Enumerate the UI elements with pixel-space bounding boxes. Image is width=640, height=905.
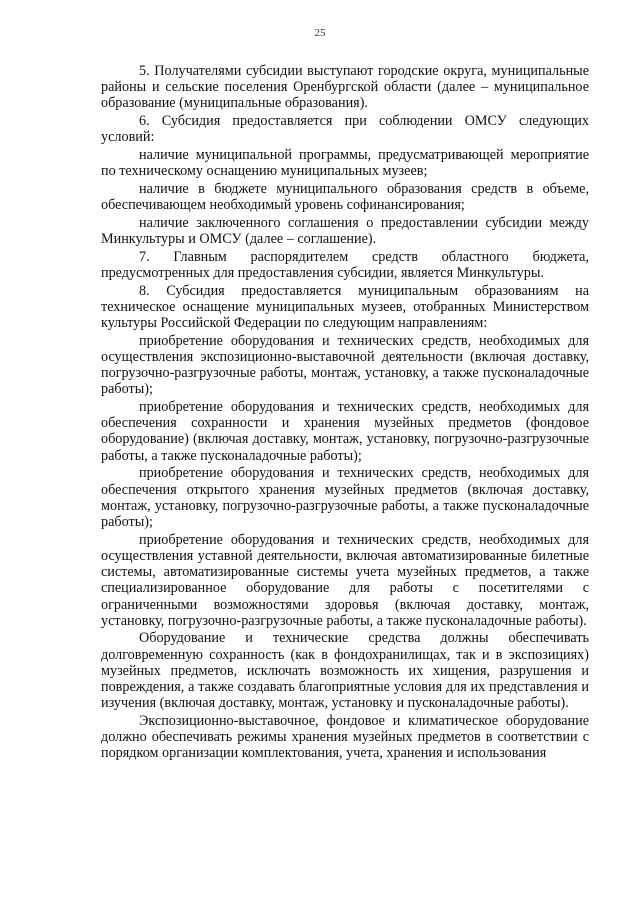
paragraph: наличие в бюджете муниципального образования средств в объеме, обеспечивающем необходимый уровень софинансирования; bbox=[101, 180, 589, 214]
paragraph: приобретение оборудования и технических средств, необходимых для осуществления уставной деятельности, включая автоматизированные билетные системы, автоматизированные системы учета музейных предметов, а также специализированное оборудование для работы с посетителями с ограниченными возможностями здоровья (включая доставку, монтаж, установку, погрузочно-разгрузочные работы, а также пусконаладочные работы). bbox=[101, 531, 589, 629]
paragraph: приобретение оборудования и технических средств, необходимых для обеспечения открытого хранения музейных предметов (включая доставку, монтаж, установку, погрузочно-разгрузочные работы, а также пусконаладочные работы); bbox=[101, 465, 589, 530]
paragraph: Экспозиционно-выставочное, фондовое и климатическое оборудование должно обеспечивать режимы хранения музейных предметов в соответствии с порядком организации комплектования, учета, хранения и использования bbox=[101, 712, 589, 762]
paragraph: 5. Получателями субсидии выступают городские округа, муниципальные районы и сельские поселения Оренбургской области (далее – муниципальное образование (муниципальные образования). bbox=[101, 63, 589, 112]
document-body bbox=[101, 63, 589, 763]
paragraph: приобретение оборудования и технических средств, необходимых для осуществления экспозиционно-выставочной деятельности (включая доставку, погрузочно-разгрузочные работы, монтаж, установку, а также пусконаладочные работы); bbox=[101, 332, 589, 398]
paragraph: 7. Главным распорядителем средств областного бюджета, предусмотренных для предоставления субсидии, является Минкультуры. bbox=[101, 248, 589, 281]
paragraph: 6. Субсидия предоставляется при соблюдении ОМСУ следующих условий: bbox=[101, 113, 589, 146]
paragraph: приобретение оборудования и технических средств, необходимых для обеспечения сохранности и хранения музейных предметов (фондовое оборудование) (включая доставку, монтаж, установку, погрузочно-разгрузочные работы, а также пусконаладочные работы); bbox=[101, 399, 589, 464]
paragraph: Оборудование и технические средства должны обеспечивать долговременную сохранность (как в фондохранилищах, так и в экспозициях) музейных предметов, исключать возможность их хищения, разрушения и повреждения, а также создавать благоприятные условия для их представления и изучения (включая доставку, монтаж, установку и пусконаладочные работы). bbox=[101, 630, 589, 712]
paragraph: наличие заключенного соглашения о предоставлении субсидии между Минкультуры и ОМСУ (далее – соглашение). bbox=[101, 214, 589, 248]
paragraph: 8. Субсидия предоставляется муниципальным образованиям на техническое оснащение муниципальных музеев, отобранных Министерством культуры Российской Федерации по следующим направлениям: bbox=[101, 282, 589, 332]
page-number: 25 bbox=[314, 27, 326, 39]
paragraph: наличие муниципальной программы, предусматривающей мероприятие по техническому оснащению муниципальных музеев; bbox=[101, 147, 589, 180]
